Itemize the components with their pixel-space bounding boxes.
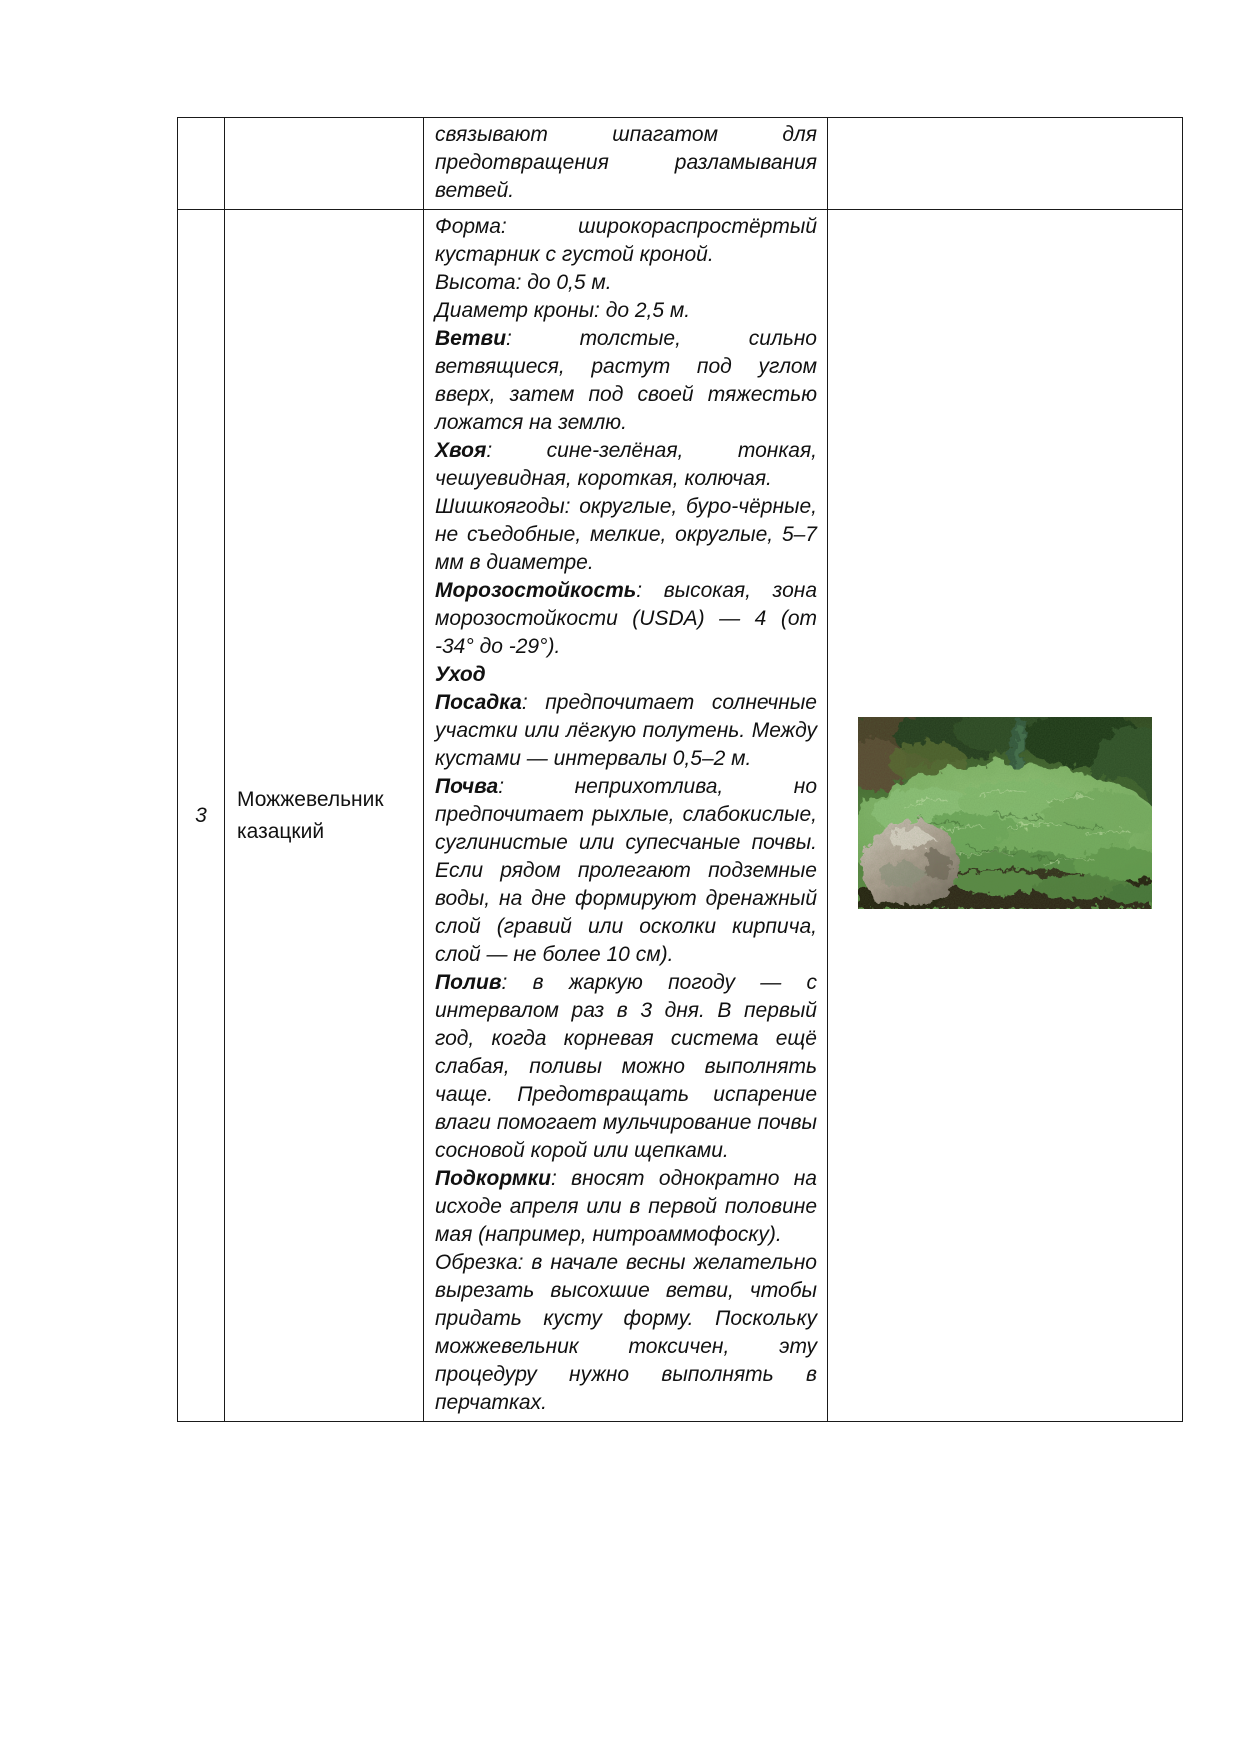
paragraph-text: : толстые, сильно ветвящиеся, растут под углом вверх, затем под своей тяжестью ложатся на землю.: [435, 327, 817, 434]
description-paragraph: [435, 689, 817, 773]
cell-plant-photo: [828, 210, 1183, 1422]
description-paragraph: [435, 773, 817, 969]
paragraph-text: : высокая, зона морозостойкости (USDA) — 4 (от -34° до -29°).: [435, 579, 817, 658]
paragraph-text: : предпочитает солнечные участки или лёгкую полутень. Между кустами — интервалы 0,5–2 м.: [435, 691, 817, 770]
description-line: предотвращения разламывания: [435, 151, 817, 174]
term-label: Ветви: [435, 327, 507, 350]
cell-plant-description: [424, 210, 828, 1422]
description-line: ветвей.: [435, 179, 515, 202]
paragraph-text: Форма: широкораспростёртый кустарник с густой кроной.: [435, 215, 817, 266]
term-label: Хвоя: [435, 439, 487, 462]
term-label: Полив: [435, 971, 502, 994]
cell-plant-name: [225, 210, 424, 1422]
plant-table: [177, 117, 1183, 1422]
paragraph-text: : сине-зелёная, тонкая, чешуевидная, короткая, колючая.: [435, 439, 817, 490]
paragraph-text: Высота: до 0,5 м.: [435, 271, 612, 294]
term-label: Морозостойкость: [435, 579, 637, 602]
description-line: связывают шпагатом для: [435, 123, 817, 146]
term-label: Почва: [435, 775, 499, 798]
paragraph-text: Шишкоягоды: округлые, буро-чёрные, не съедобные, мелкие, округлые, 5–7 мм в диаметре.: [435, 495, 817, 574]
paragraph-text: : неприхотлива, но предпочитает рыхлые, слабокислые, суглинистые или супесчаные почвы. Если рядом пролегают подземные воды, на дне формируют дренажный слой (гравий или осколки кирпича, слой — не более 10 см).: [435, 775, 817, 966]
table-row-continued: [178, 118, 1183, 210]
cell-number-empty: [178, 118, 225, 210]
description-paragraph: [435, 969, 817, 1165]
paragraph-text: Диаметр кроны: до 2,5 м.: [435, 299, 691, 322]
juniper-photo: [858, 717, 1152, 909]
paragraph-text: Обрезка: в начале весны желательно вырезать высохшие ветви, чтобы придать кусту форму. Поскольку можжевельник токсичен, эту процедуру нужно выполнять в перчатках.: [435, 1251, 817, 1414]
table-row-juniper: [178, 210, 1183, 1422]
paragraph-text: : вносят однократно на исходе апреля или в первой половине мая (например, нитроаммофоску).: [435, 1167, 817, 1246]
paragraph-text: : в жаркую погоду — с интервалом раз в 3 дня. В первый год, когда корневая система ещё слабая, поливы можно выполнять чаще. Предотвращать испарение влаги помогает мульчирование почвы сосновой корой или щепками.: [435, 971, 817, 1162]
description-paragraph: [435, 297, 817, 325]
description-paragraph: [435, 577, 817, 661]
description-paragraph: [435, 661, 817, 689]
plant-name: Можжевельник казацкий: [237, 787, 384, 843]
description-paragraph: [435, 1165, 817, 1249]
description-paragraph: [435, 213, 817, 269]
term-label: Уход: [435, 663, 486, 686]
cell-row-number: [178, 210, 225, 1422]
term-label: Посадка: [435, 691, 522, 714]
row-number: 3: [195, 803, 207, 827]
cell-description-continued: [424, 118, 828, 210]
description-paragraph: [435, 493, 817, 577]
cell-photo-empty: [828, 118, 1183, 210]
term-label: Подкормки: [435, 1167, 551, 1190]
description-paragraph: [435, 325, 817, 437]
description-paragraph: [435, 1249, 817, 1417]
description-paragraph: [435, 269, 817, 297]
description-paragraph: [435, 437, 817, 493]
cell-name-empty: [225, 118, 424, 210]
